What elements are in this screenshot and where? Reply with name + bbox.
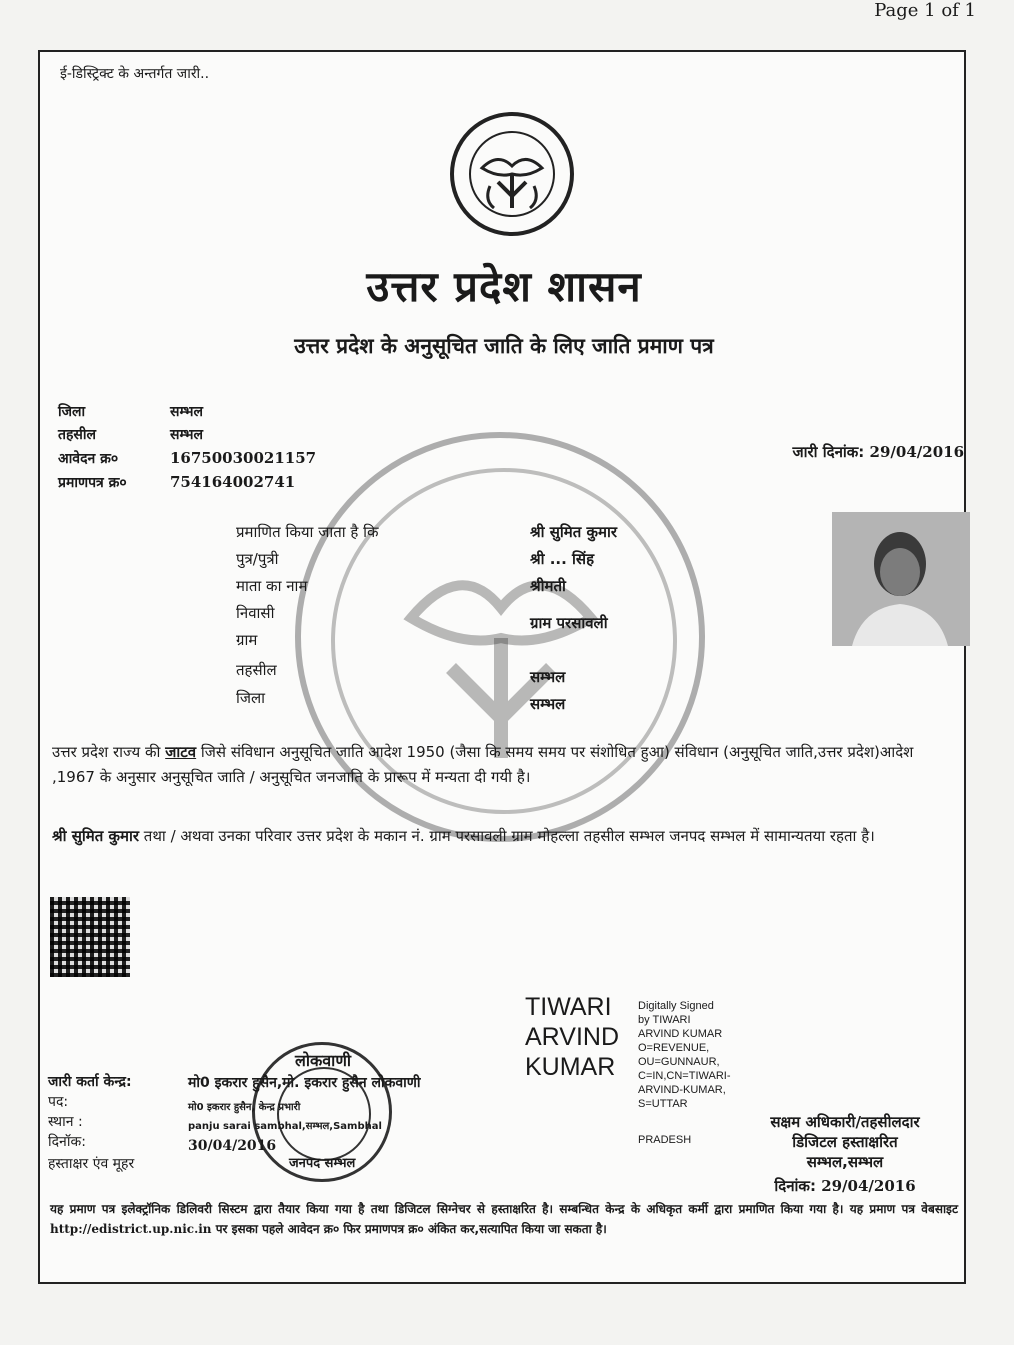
issue-date: [792, 442, 964, 462]
authority-block: [730, 1112, 960, 1196]
signer-name-line1: TIWARI: [525, 993, 612, 1021]
issuer-date-label: दिनॉक:: [48, 1134, 86, 1150]
signature-detail-line: C=IN,CN=TIWARI-: [638, 1070, 731, 1082]
issue-date-label: जारी दिनांक:: [792, 443, 865, 461]
authority-date-label: दिनांक:: [774, 1177, 816, 1195]
residence-paragraph: [52, 824, 957, 849]
authority-line3: सम्भल,सम्भल: [806, 1153, 884, 1171]
signature-detail-line: PRADESH: [638, 1134, 692, 1146]
authority-line2: डिजिटल हस्ताक्षरित: [792, 1133, 898, 1151]
caste-name: जाटव: [165, 743, 197, 761]
mother-label: माता का नाम: [236, 577, 308, 595]
stamp-top-text: लोकवाणी: [295, 1051, 352, 1070]
resident-label: निवासी: [236, 604, 275, 622]
signature-detail-line: OU=GUNNAUR,: [638, 1056, 720, 1068]
issue-date-value: 29/04/2016: [869, 443, 964, 461]
person-district-value: सम्भल: [530, 695, 566, 713]
certified-value: श्री सुमित कुमार: [530, 523, 618, 541]
issuer-place-value: panju sarai sambhal,सम्भल,Sambhal: [188, 1121, 382, 1132]
issuer-post-value: मो0 इकरार हुसैन, केन्द्र प्रभारी: [188, 1102, 301, 1113]
district-value: सम्भल: [170, 404, 203, 420]
certificate-number-value: 754164002741: [170, 473, 296, 491]
child-of-value: श्री ... सिंह: [530, 550, 595, 568]
issuer-center-value: मो0 इकरार हुसैन,मो. इकरार हुसैन लोकवाणी: [188, 1075, 421, 1091]
resident-value: ग्राम परसावली: [530, 614, 608, 632]
person-district-label: जिला: [236, 689, 266, 707]
qr-code-icon: [50, 897, 130, 977]
up-emblem-icon: [450, 112, 574, 236]
signer-name-line2: ARVIND: [525, 1023, 620, 1051]
village-label: ग्राम: [236, 631, 258, 649]
footer-note: [50, 1199, 958, 1239]
footer-text-2: पर इसका पहले आवेदन क्र० फिर प्रमाणपत्र क्र० अंकित कर,सत्यापित किया जा सकता है।: [211, 1222, 607, 1236]
person-tehsil-value: सम्भल: [530, 668, 566, 686]
caste-paragraph-rest: जिसे संविधान अनुसूचित जाति आदेश 1950 (जैसा कि समय समय पर संशोधित हुआ) संविधान (अनुसूचित जाति,उत्तर प्रदेश)आदेश ,1967 के अनुसार अनुसूचित जाति / अनुसूचित जनजाति के प्रारूप में मन्यता दी गयी है।: [52, 743, 914, 786]
signature-detail-line: by TIWARI: [638, 1014, 691, 1026]
signer-name: [525, 992, 619, 1082]
stamp-bottom-text: जनपद सम्भल: [289, 1156, 356, 1171]
signature-detail-line: ARVIND KUMAR: [638, 1028, 723, 1040]
tehsil-label: तहसील: [58, 427, 96, 443]
authority-date-value: 29/04/2016: [821, 1177, 916, 1195]
photo-icon: [832, 512, 970, 646]
page-number: Page 1 of 1: [874, 0, 976, 21]
person-tehsil-label: तहसील: [236, 661, 277, 679]
issuer-place-label: स्थान :: [48, 1114, 83, 1130]
residence-text: तथा / अथवा उनका परिवार उत्तर प्रदेश के मकान नं. ग्राम परसावली ग्राम मोहल्ला तहसील सम्भल जनपद सम्भल में सामान्यतया रहता है।: [139, 827, 875, 845]
authority-date: [730, 1176, 960, 1196]
certificate-subtitle: उत्तर प्रदेश के अनुसूचित जाति के लिए जाति प्रमाण पत्र: [294, 334, 714, 358]
footer-website-link[interactable]: http://edistrict.up.nic.in: [50, 1222, 212, 1236]
signature-detail-line: ARVIND-KUMAR,: [638, 1084, 726, 1096]
caste-paragraph-intro: उत्तर प्रदेश राज्य की: [52, 743, 166, 761]
signature-detail-line: Digitally Signed: [638, 1000, 714, 1012]
page-title: उत्तर प्रदेश शासन: [366, 262, 642, 311]
caste-paragraph: [52, 740, 957, 790]
certificate-document: [38, 50, 966, 1284]
signature-detail-line: O=REVENUE,: [638, 1042, 710, 1054]
application-value: 16750030021157: [170, 449, 317, 467]
authority-line1: सक्षम अधिकारी/तहसीलदार: [770, 1113, 920, 1131]
issuer-sign-label: हस्ताक्षर एंव मूहर: [48, 1156, 135, 1172]
mother-value: श्रीमती: [530, 577, 566, 595]
footer-text-1: यह प्रमाण पत्र इलेक्ट्रॉनिक डिलिवरी सिस्टम द्वारा तैयार किया गया है तथा डिजिटल सिग्नेचर से हस्ताक्षरित है। सम्बन्धित केन्द्र के अधिकृत कर्मी द्वारा प्रमाणित किया गया है। यह प्रमाण पत्र वेबसाइट: [50, 1202, 958, 1216]
child-of-label: पुत्र/पुत्री: [236, 550, 279, 568]
resident-name: श्री सुमित कुमार: [52, 827, 140, 845]
application-label: आवेदन क्र०: [58, 451, 119, 467]
tehsil-value: सम्भल: [170, 427, 203, 443]
issuer-post-label: पद:: [48, 1094, 69, 1110]
certified-label: प्रमाणित किया जाता है कि: [236, 523, 379, 541]
district-label: जिला: [58, 404, 86, 420]
edistrict-note: ई-डिस्ट्रिक्ट के अन्तर्गत जारी..: [60, 66, 210, 82]
up-emblem-mark: [454, 116, 570, 232]
issuer-date-value: 30/04/2016: [188, 1138, 277, 1154]
photo-portrait: [832, 512, 970, 646]
signature-detail-line: S=UTTAR: [638, 1098, 688, 1110]
certificate-number-label: प्रमाणपत्र क्र०: [58, 475, 127, 491]
issuer-center-label: जारी कर्ता केन्द्र:: [48, 1074, 132, 1090]
signer-name-line3: KUMAR: [525, 1053, 616, 1081]
